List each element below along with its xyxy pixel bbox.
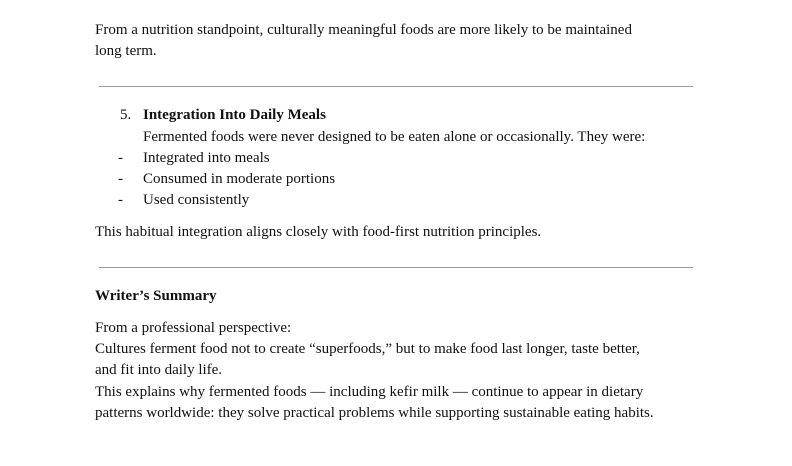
intro-line: long term. xyxy=(95,43,157,59)
section-lead: Fermented foods were never designed to be eaten alone or occasionally. They were: xyxy=(143,129,646,145)
bullet-marker: - xyxy=(118,171,123,187)
summary-line: This explains why fermented foods — including kefir milk — continue to appear in dietary xyxy=(95,384,644,400)
intro-line: From a nutrition standpoint, culturally meaningful foods are more likely to be maintained xyxy=(95,22,632,38)
summary-heading-text: Writer’s Summary xyxy=(95,288,217,304)
list-item: Used consistently xyxy=(143,192,250,208)
list-number: 5. xyxy=(120,107,132,123)
summary-line: patterns worldwide: they solve practical problems while supporting sustainable eating habits. xyxy=(95,405,654,421)
list-item: Integrated into meals xyxy=(143,150,270,166)
summary-line: Cultures ferment food not to create “superfoods,” but to make food last longer, taste better, xyxy=(95,341,640,357)
bullet-marker: - xyxy=(118,150,123,166)
summary-line: From a professional perspective: xyxy=(95,320,292,336)
summary-heading xyxy=(95,286,217,306)
divider xyxy=(99,86,693,87)
section-closing: This habitual integration aligns closely with food-first nutrition principles. xyxy=(95,224,542,240)
section-title-text: Integration Into Daily Meals xyxy=(143,107,326,123)
divider xyxy=(99,267,693,268)
summary-line: and fit into daily life. xyxy=(95,362,223,378)
bullet-marker: - xyxy=(118,192,123,208)
section-title xyxy=(143,105,326,125)
list-item: Consumed in moderate portions xyxy=(143,171,336,187)
